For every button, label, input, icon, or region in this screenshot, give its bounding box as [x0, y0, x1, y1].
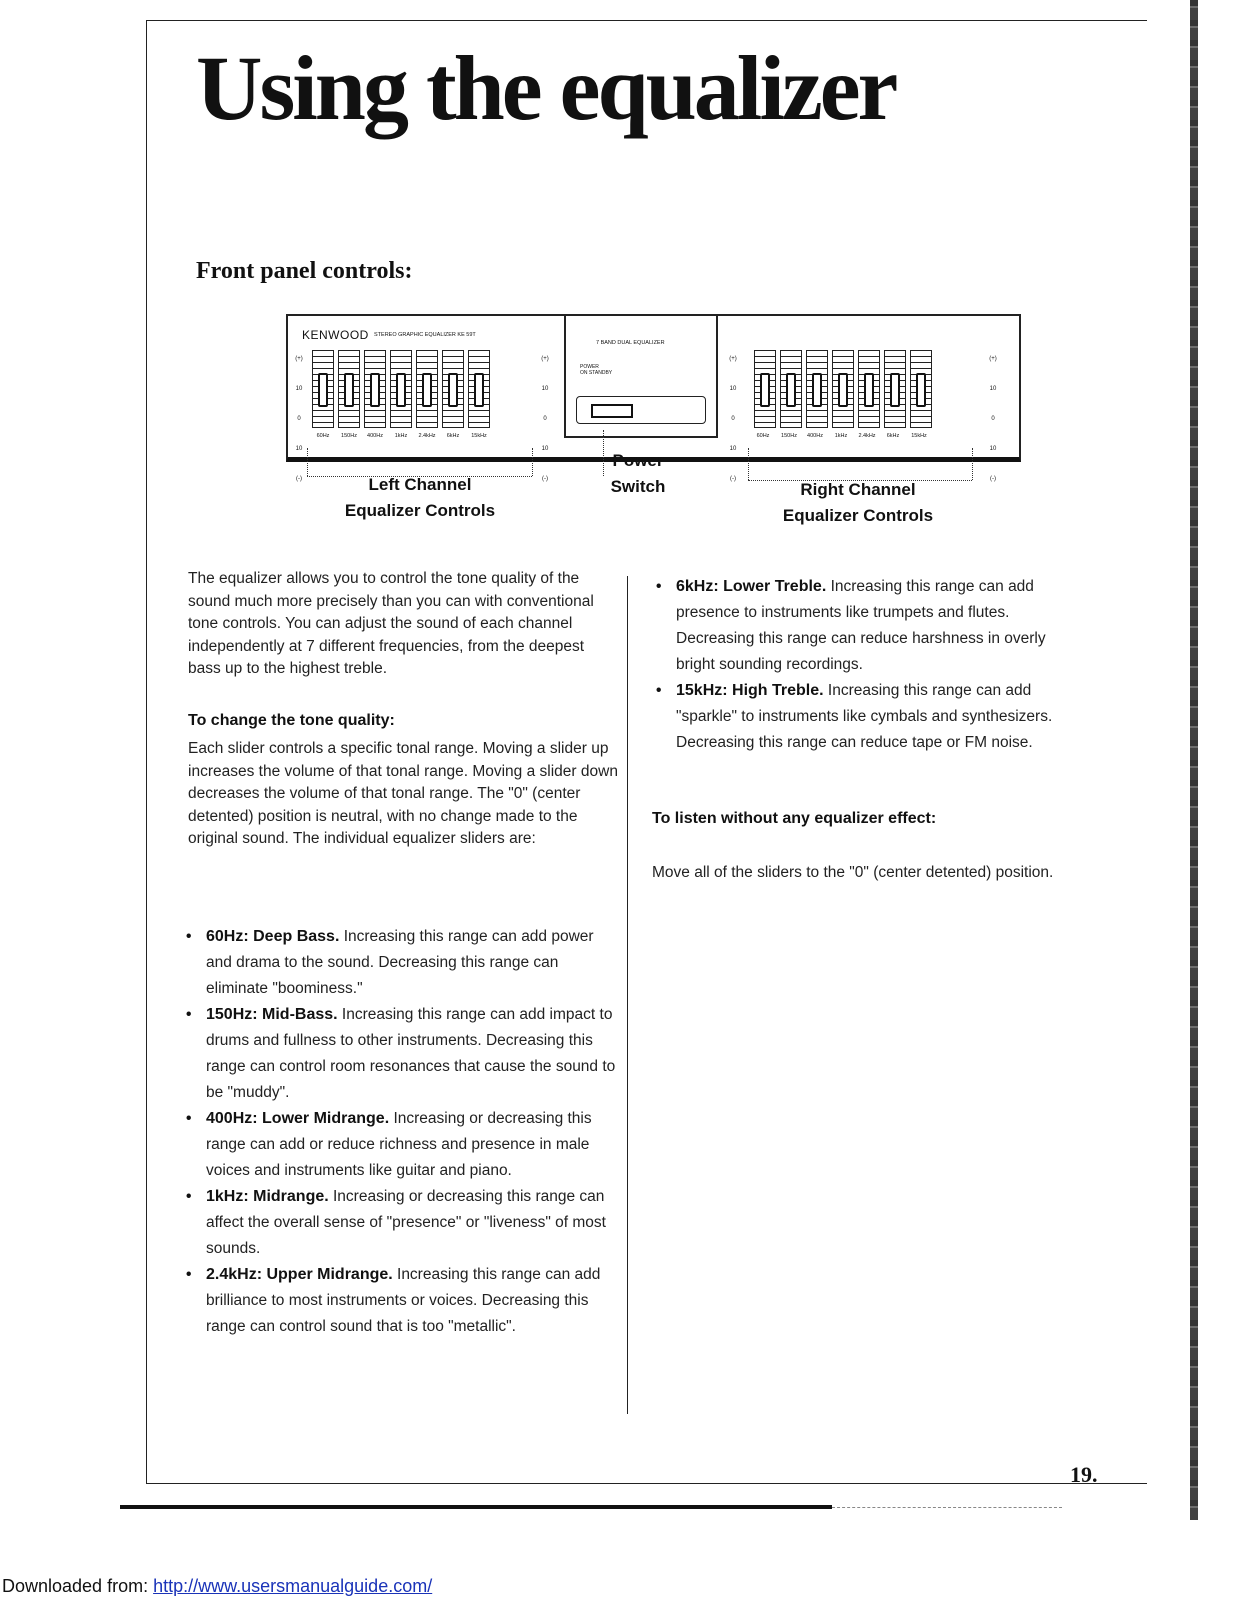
- scale-mid-label: 0: [543, 416, 547, 422]
- scale-mid-label: 0: [731, 416, 735, 422]
- power-text: POWER: [580, 364, 599, 370]
- list-item: [186, 1262, 616, 1340]
- section-subtitle: Front panel controls:: [196, 258, 413, 284]
- right-slider-400hz[interactable]: [806, 350, 828, 428]
- freq-label: 400Hz: [367, 433, 383, 439]
- bullet-label: 150Hz: Mid-Bass.: [206, 1006, 338, 1023]
- scale-bottom-label: 10 (-): [989, 446, 997, 482]
- freq-label: 150Hz: [781, 433, 797, 439]
- bullet-text: Increasing this range can add brilliance to most instruments or voices. Decreasing this range can control sound that is too "metallic".: [206, 1266, 601, 1335]
- right-slider-1khz[interactable]: [832, 350, 854, 428]
- bullet-label: 60Hz: Deep Bass.: [206, 928, 340, 945]
- scale-right-inner: [728, 344, 738, 494]
- brand-logo: KENWOOD: [302, 328, 369, 342]
- bullet-text: Increasing this range can add power and drama to the sound. Decreasing this range can eliminate "boominess.": [206, 928, 594, 997]
- scale-top-label: (+) 10: [989, 356, 997, 392]
- list-item: [186, 1106, 616, 1184]
- freq-label: 150Hz: [341, 433, 357, 439]
- equalizer-illustration: [286, 314, 1021, 482]
- scale-mid-label: 0: [991, 416, 995, 422]
- left-slider-2-4khz[interactable]: [416, 350, 438, 428]
- download-footer: [2, 1576, 432, 1597]
- left-freq-labels: [310, 433, 492, 439]
- scale-mid-label: 0: [297, 416, 301, 422]
- left-slider-group: [312, 350, 490, 428]
- left-bullet-list: [186, 924, 616, 1340]
- right-slider-2-4khz[interactable]: [858, 350, 880, 428]
- page-title: Using the equalizer: [196, 37, 896, 139]
- right-freq-labels: [750, 433, 932, 439]
- listen-heading: To listen without any equalizer effect:: [652, 810, 937, 827]
- scale-bottom-label: 10 (-): [541, 446, 549, 482]
- model-label: STEREO GRAPHIC EQUALIZER KE 59T: [374, 332, 476, 338]
- right-slider-150hz[interactable]: [780, 350, 802, 428]
- left-channel-caption: [320, 472, 520, 524]
- scan-edge: [1190, 0, 1198, 1520]
- freq-label: 15kHz: [911, 433, 927, 439]
- bullet-text: Increasing or decreasing this range can affect the overall sense of "presence" or "liveness" of most sounds.: [206, 1188, 606, 1257]
- intro-paragraph: The equalizer allows you to control the tone quality of the sound much more precisely than you can with conventional tone controls. You can adjust the sound of each channel independently at 7 different frequencies, from the deepest bass up to the highest treble.: [188, 570, 594, 677]
- bullet-label: 1kHz: Midrange.: [206, 1188, 329, 1205]
- footer-prefix: Downloaded from:: [2, 1576, 154, 1596]
- center-panel-title: 7 BAND DUAL EQUALIZER: [596, 340, 665, 346]
- left-slider-400hz[interactable]: [364, 350, 386, 428]
- bullet-text: Increasing this range can add impact to drums and fullness to other instruments. Decreasing this range can control room resonances that cause the sound to be "muddy".: [206, 1006, 616, 1101]
- power-switch-caption: [598, 448, 678, 500]
- list-item: [186, 924, 616, 1002]
- listen-paragraph: Move all of the sliders to the "0" (center detented) position.: [652, 864, 1054, 881]
- right-slider-60hz[interactable]: [754, 350, 776, 428]
- bullet-text: Increasing this range can add "sparkle" to instruments like cymbals and synthesizers. Decreasing this range can reduce tape or FM noise.: [676, 682, 1053, 751]
- freq-label: 2.4kHz: [418, 433, 436, 439]
- bullet-label: 6kHz: Lower Treble.: [676, 578, 827, 595]
- change-tone-heading: To change the tone quality:: [188, 712, 395, 729]
- caption-line: Power: [612, 451, 664, 470]
- scale-top-label: (+) 10: [541, 356, 549, 392]
- caption-line: Equalizer Controls: [782, 506, 934, 525]
- right-slider-6khz[interactable]: [884, 350, 906, 428]
- left-slider-60hz[interactable]: [312, 350, 334, 428]
- right-slider-15khz[interactable]: [910, 350, 932, 428]
- freq-label: 1kHz: [394, 433, 408, 439]
- caption-line: Right Channel: [800, 480, 916, 499]
- power-switch[interactable]: [576, 396, 706, 424]
- list-item: [186, 1002, 616, 1106]
- callout-right-tick-b: [972, 448, 973, 480]
- center-panel: [564, 314, 718, 438]
- scale-bottom-label: 10 (-): [295, 446, 303, 482]
- left-slider-15khz[interactable]: [468, 350, 490, 428]
- right-channel-caption: [758, 477, 958, 529]
- freq-label: 2.4kHz: [858, 433, 876, 439]
- freq-label: 1kHz: [834, 433, 848, 439]
- list-item: [656, 678, 1088, 756]
- page-number: 19.: [1070, 1462, 1098, 1487]
- power-label: [580, 364, 612, 376]
- callout-left-tick-b: [532, 448, 533, 476]
- freq-label: 15kHz: [471, 433, 487, 439]
- scale-left: [294, 344, 304, 494]
- caption-line: Left Channel: [368, 475, 472, 494]
- freq-label: 60Hz: [756, 433, 770, 439]
- caption-line: Switch: [610, 477, 666, 496]
- bottom-rule-dashed: [832, 1507, 1062, 1508]
- bullet-text: Increasing or decreasing this range can add or reduce richness and presence in male voices and instruments like guitar and piano.: [206, 1110, 592, 1179]
- right-bullet-list: [656, 574, 1088, 756]
- callout-left-tick-a: [307, 448, 308, 476]
- freq-label: 400Hz: [807, 433, 823, 439]
- freq-label: 6kHz: [886, 433, 900, 439]
- bottom-rule: [120, 1505, 832, 1509]
- freq-label: 6kHz: [446, 433, 460, 439]
- left-slider-6khz[interactable]: [442, 350, 464, 428]
- column-divider: [627, 576, 628, 1414]
- list-item: [656, 574, 1088, 678]
- footer-link[interactable]: http://www.usersmanualguide.com/: [153, 1576, 433, 1596]
- bullet-label: 15kHz: High Treble.: [676, 682, 824, 699]
- list-item: [186, 1184, 616, 1262]
- scale-top-label: (+) 10: [295, 356, 303, 392]
- scale-top-label: (+) 10: [729, 356, 737, 392]
- freq-label: 60Hz: [316, 433, 330, 439]
- callout-right-tick-a: [748, 448, 749, 480]
- bullet-label: 2.4kHz: Upper Midrange.: [206, 1266, 393, 1283]
- change-tone-paragraph: Each slider controls a specific tonal range. Moving a slider up increases the volume of that tonal range. Moving a slider down decreases the volume of that tonal range. The "0" (center detented) position is neutral, with no change made to the original sound. The individual equalizer sliders are:: [188, 740, 618, 847]
- scale-left-inner: [540, 344, 550, 494]
- left-slider-150hz[interactable]: [338, 350, 360, 428]
- right-slider-group: [754, 350, 932, 428]
- caption-line: Equalizer Controls: [344, 501, 496, 520]
- standby-text: ON STANDBY: [580, 370, 613, 376]
- bullet-text: Increasing this range can add presence to instruments like trumpets and flutes. Decreasing this range can reduce harshness in overly bright sounding recordings.: [676, 578, 1046, 673]
- bullet-label: 400Hz: Lower Midrange.: [206, 1110, 390, 1127]
- scale-right: [988, 344, 998, 494]
- left-slider-1khz[interactable]: [390, 350, 412, 428]
- scale-bottom-label: 10 (-): [729, 446, 737, 482]
